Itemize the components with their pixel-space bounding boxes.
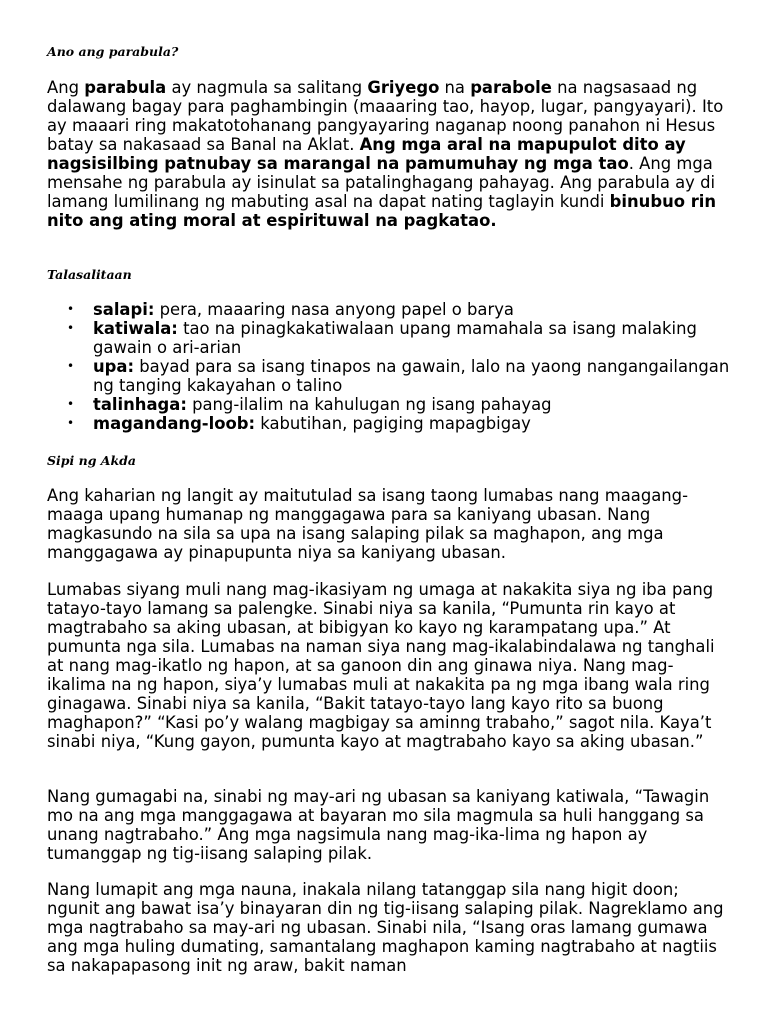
story-paragraph: Ang kaharian ng langit ay maitutulad sa isang taong lumabas nang maagang-maaga upang humanap ng manggagawa para sa kaniyang ubasan. Nang magkasundo na sila sa upa na isang salaping pilak sa maghapon, ang mga manggagawa ay pinapupunta niya sa kaniyang ubasan. (47, 486, 689, 562)
intro-text-4: na nagsasaad ng dalawang bagay para paghambingin (maaaring tao, hayop, lugar, pangyayari). Ito ay maaari ring makatotohanang pangyayaring naganap noong panahon ni Hesus batay sa nakasaad sa Banal na Aklat. (47, 78, 724, 154)
vocabulary-item (67, 357, 733, 395)
story-paragraph: Nang gumagabi na, sinabi ng may-ari ng ubasan sa kaniyang katiwala, “Tawagin mo na ang mga manggagawa at bayaran mo sila magmula sa huli hanggang sa unang nagtrabaho.” Ang mga nagsimula nang mag-ika-lima ng hapon ay tumanggap ng tig-iisang salaping pilak. (47, 787, 710, 863)
vocabulary-definition: kabutihan, pagiging mapagbigay (255, 414, 531, 433)
bullet-icon: • (67, 359, 75, 373)
bullet-icon: • (67, 321, 75, 335)
vocabulary-definition: pera, maaaring nasa anyong papel o barya (154, 300, 514, 319)
vocabulary-term: salapi: (93, 300, 155, 319)
vocabulary-definition: tao na pinagkakatiwalaan upang mamahala sa isang malaking gawain o ari-arian (93, 319, 697, 357)
heading-ano-ang-parabula: Ano ang parabula? (47, 44, 179, 59)
story-paragraph: Lumabas siyang muli nang mag-ikasiyam ng umaga at nakakita siya ng iba pang tatayo-tayo lamang sa palengke. Sinabi niya sa kanila, “Pumunta rin kayo at magtrabaho sa aking ubasan, at bibigyan ko kayo ng karampatang upa.” At pumunta nga sila. Lumabas na naman siya nang mag-ikalabindalawa ng tanghali at nang mag-ikatlo ng hapon, at sa ganoon din ang ginawa niya. Nang mag-ikalima na ng hapon, siya’y lumabas muli at nakakita pa ng mga ibang wala ring ginagawa. Sinabi niya sa kanila, “Bakit tatayo-tayo lang kayo rito sa buong maghapon?” “Kasi po’y walang magbigay sa aminng trabaho,” sagot nila. Kaya’t sinabi niya, “Kung gayon, pumunta kayo at magtrabaho kayo sa aking ubasan.” (47, 580, 715, 751)
bullet-icon: • (67, 302, 75, 316)
vocabulary-item (67, 300, 733, 319)
bullet-icon: • (67, 416, 75, 430)
vocabulary-item (67, 319, 733, 357)
intro-text-3: na (439, 78, 471, 97)
intro-text-5: . Ang mga mensahe ng parabula ay isinulat sa patalinghagang pahayag. Ang parabula ay di lamang lumilinang ng mabuting asal na dapat nating taglayin kundi (47, 154, 716, 211)
vocabulary-term: katiwala: (93, 319, 178, 338)
intro-bold-parabole: parabole (470, 78, 552, 97)
vocabulary-term: talinhaga: (93, 395, 187, 414)
vocabulary-item (67, 395, 733, 414)
vocabulary-definition: bayad para sa isang tinapos na gawain, lalo na yaong nangangailangan ng tanging kakayahan o talino (93, 357, 730, 395)
intro-bold-aral: Ang mga aral na mapupulot dito ay nagsisilbing patnubay sa marangal na pamumuhay ng mga tao (47, 135, 686, 173)
vocabulary-definition: pang-ilalim na kahulugan ng isang pahayag (186, 395, 552, 414)
vocabulary-term: upa: (93, 357, 135, 376)
intro-bold-parabula: parabula (84, 78, 167, 97)
vocabulary-item (67, 414, 733, 433)
intro-text-2: ay nagmula sa salitang (166, 78, 368, 97)
bullet-icon: • (67, 397, 75, 411)
heading-sipi-ng-akda: Sipi ng Akda (47, 453, 136, 468)
story-paragraph: Nang lumapit ang mga nauna, inakala nilang tatanggap sila nang higit doon; ngunit ang bawat isa’y binayaran din ng tig-iisang salaping pilak. Nagreklamo ang mga nagtrabaho sa may-ari ng ubasan. Sinabi nila, “Isang oras lamang gumawa ang mga huling dumating, samantalang maghapon kaming nagtrabaho at nagtiis sa nakapapasong init ng araw, bakit naman (47, 880, 724, 975)
intro-bold-moral: binubuo rin nito ang ating moral at espirituwal na pagkatao. (47, 192, 717, 230)
heading-talasalitaan: Talasalitaan (47, 267, 132, 282)
intro-text-1: Ang (47, 78, 85, 97)
vocabulary-list (47, 300, 733, 433)
intro-bold-griyego: Griyego (367, 78, 440, 97)
vocabulary-term: magandang-loob: (93, 414, 256, 433)
intro-paragraph (47, 78, 727, 230)
